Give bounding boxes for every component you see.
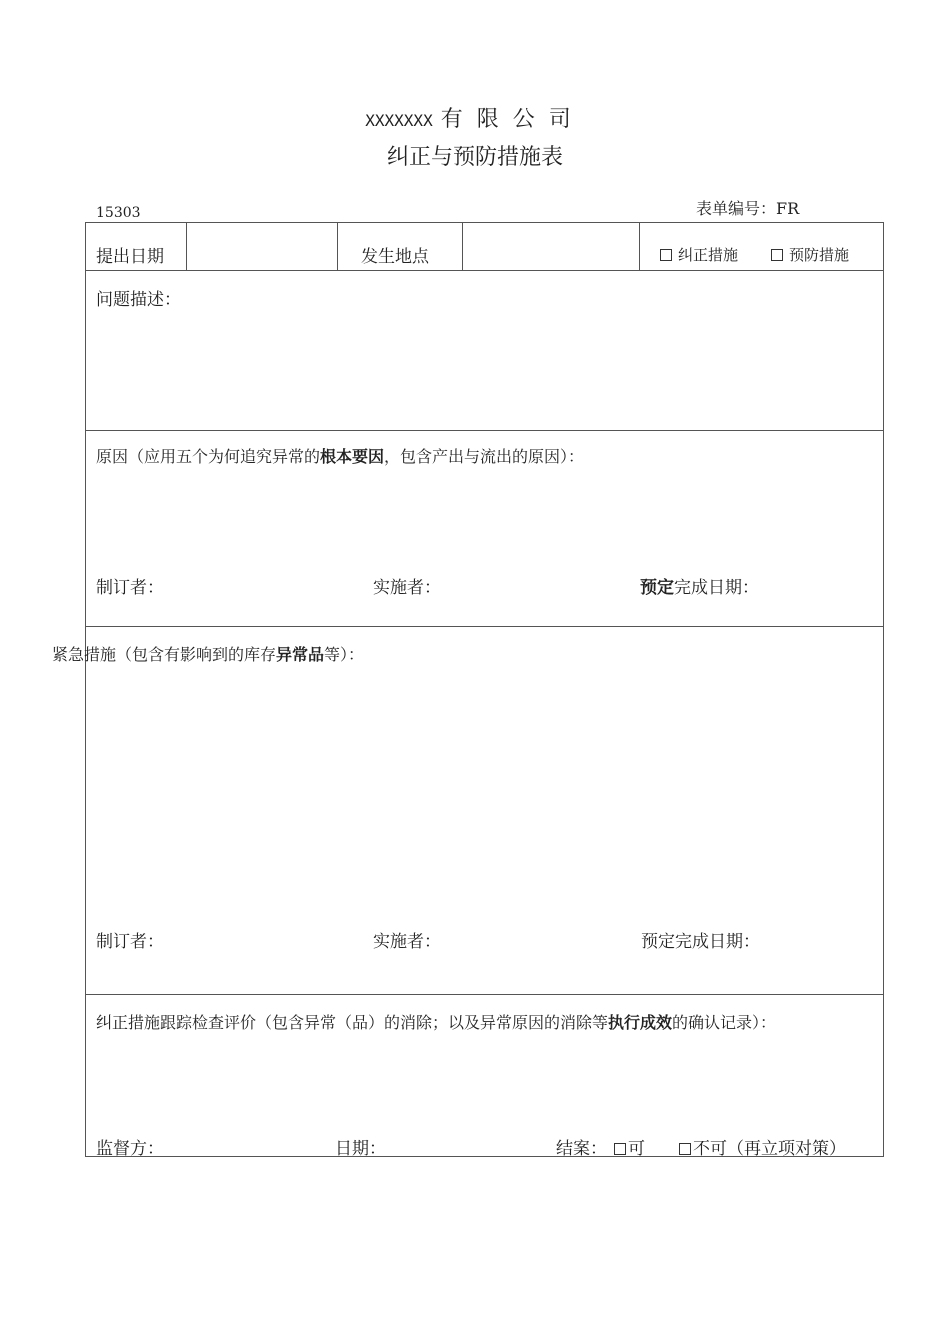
emergency-executor-label: 实施者：	[373, 932, 441, 952]
followup-label-a: 纠正措施跟踪检查评价	[96, 1013, 257, 1032]
company-prefix: XXXXXXX	[365, 111, 433, 130]
form-title: 纠正与预防措施表	[386, 145, 563, 170]
divider-row1	[85, 270, 884, 271]
cause-label-c: ，包含产出与流出的原因）：	[384, 447, 585, 466]
close-label: 结案：	[556, 1139, 607, 1159]
divider-col4	[639, 222, 640, 270]
checkbox-close-not-ok[interactable]	[679, 1143, 691, 1155]
followup-label-c: 执行成效	[608, 1013, 673, 1032]
cause-due-label	[640, 573, 759, 598]
cause-due-a: 预定	[640, 578, 674, 598]
option-close-ok-label: 可	[628, 1139, 645, 1159]
divider-problem	[85, 430, 884, 431]
place-label: 发生地点	[361, 247, 429, 267]
followup-label	[96, 1010, 776, 1033]
followup-date-label: 日期：	[335, 1139, 386, 1159]
date-field[interactable]	[188, 224, 335, 268]
checkbox-corrective[interactable]	[660, 249, 672, 261]
cause-due-b: 完成日期：	[674, 578, 759, 598]
option-preventive-label: 预防措施	[789, 246, 850, 264]
divider-col3	[462, 222, 463, 270]
cause-label-a: 原因（应用五个为何追究异常的	[96, 447, 321, 466]
option-close-not-ok[interactable]	[679, 1134, 846, 1159]
emergency-label	[52, 642, 364, 665]
document-number: 15303	[96, 205, 141, 221]
cause-label-root: 根本要因	[320, 447, 385, 466]
divider-col2	[337, 222, 338, 270]
emergency-maker-label: 制订者：	[96, 932, 164, 952]
problem-label: 问题描述：	[96, 290, 181, 310]
followup-label-d: 的确认记录）：	[672, 1013, 777, 1032]
option-preventive[interactable]	[771, 244, 849, 265]
supervisor-label: 监督方：	[96, 1139, 164, 1159]
cause-executor-label: 实施者：	[373, 578, 441, 598]
emergency-label-a: 紧急	[52, 645, 85, 664]
emergency-due-label: 预定完成日期：	[641, 932, 760, 952]
option-close-not-ok-label: 不可（再立项对策）	[693, 1139, 846, 1159]
form-number: 表单编号：FR	[696, 199, 800, 218]
company-name	[0, 102, 950, 133]
divider-cause	[85, 626, 884, 627]
cause-maker-label: 制订者：	[96, 578, 164, 598]
cause-label	[96, 444, 584, 467]
place-field[interactable]	[464, 224, 637, 268]
emergency-label-d: 等）：	[324, 645, 365, 664]
followup-label-b: （包含异常（品）的消除；以及异常原因的消除等	[256, 1013, 609, 1032]
option-corrective[interactable]	[660, 244, 738, 265]
checkbox-close-ok[interactable]	[614, 1143, 626, 1155]
checkbox-preventive[interactable]	[771, 249, 783, 261]
option-corrective-label: 纠正措施	[678, 246, 739, 264]
company-suffix: 有限公司	[440, 107, 585, 132]
emergency-label-b: 措施（包含有影响到的库存	[84, 645, 277, 664]
option-close-ok[interactable]	[614, 1134, 645, 1159]
date-label: 提出日期	[96, 247, 164, 267]
emergency-label-c: 异常品	[276, 645, 325, 664]
divider-emergency	[85, 994, 884, 995]
divider-col1	[186, 222, 187, 270]
